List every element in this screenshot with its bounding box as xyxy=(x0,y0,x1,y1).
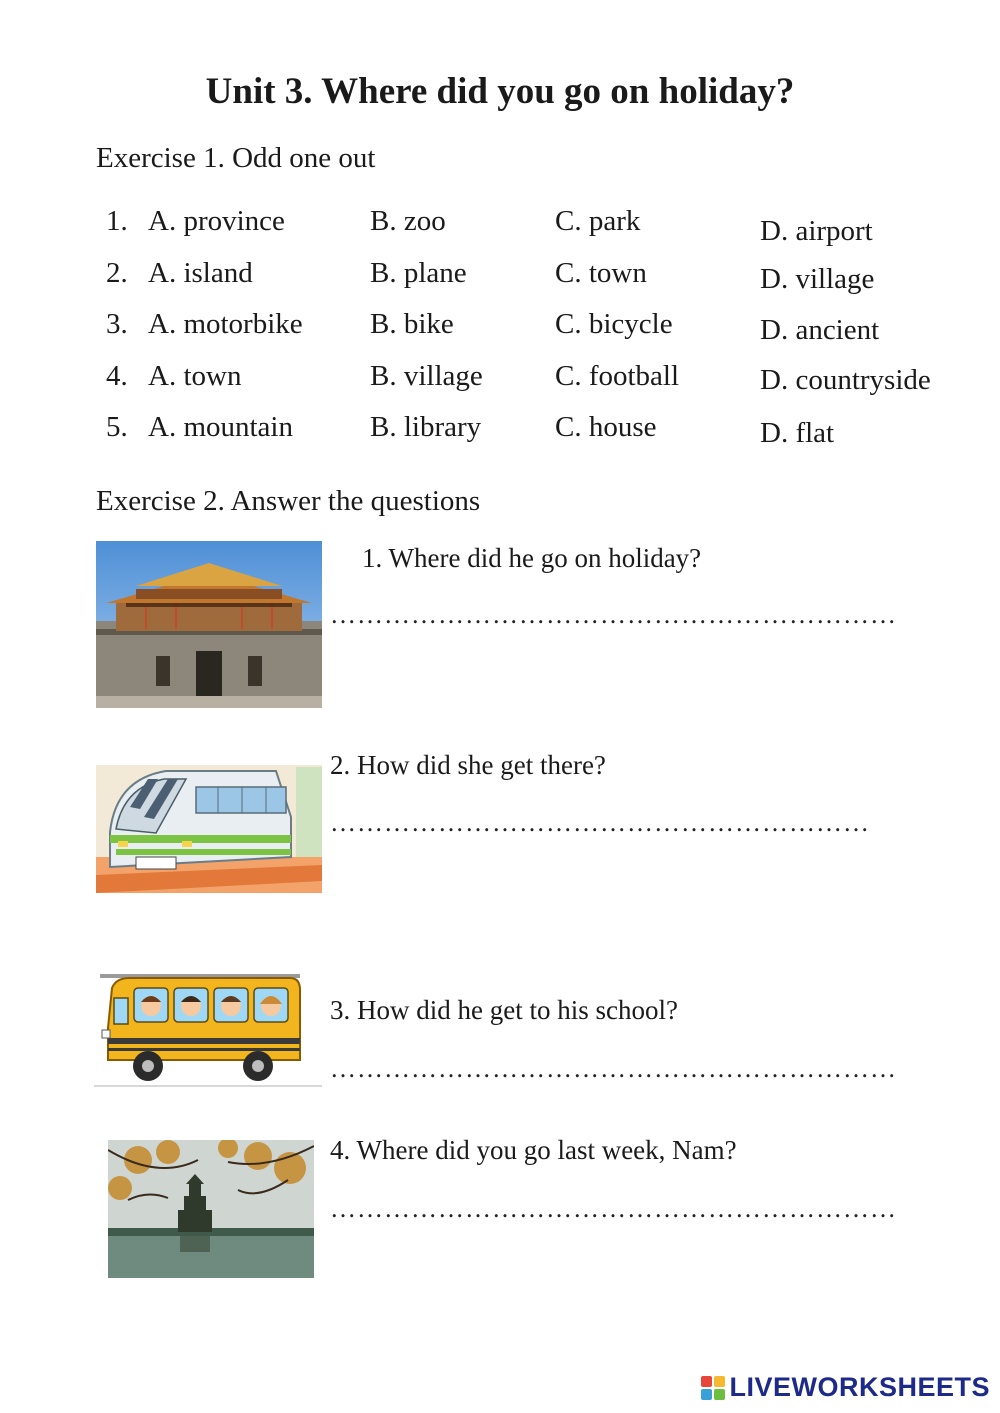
train-image xyxy=(96,757,322,893)
liveworksheets-logo xyxy=(701,1372,990,1403)
exercise-1-row-2 xyxy=(0,257,1000,301)
exercise-1-row-4 xyxy=(0,360,1000,404)
logo-text: LIVEWORKSHEETS xyxy=(729,1372,990,1402)
exercise-1-row-1 xyxy=(0,205,1000,249)
question-3-text: 3. How did he get to his school? xyxy=(330,995,678,1025)
worksheet-title: Unit 3. Where did you go on holiday? xyxy=(205,71,795,112)
exercise-1-heading: Exercise 1. Odd one out xyxy=(96,142,376,174)
option-d: D. airport xyxy=(760,215,873,247)
answer-line-1[interactable]: ……………………………………………………… xyxy=(330,600,897,629)
option-c: C. park xyxy=(555,205,641,237)
item-number: 5. xyxy=(106,411,128,443)
option-d: D. flat xyxy=(760,417,835,449)
exercise-1-row-3 xyxy=(0,308,1000,352)
answer-line-2[interactable]: …………………………………………………… xyxy=(330,808,870,837)
option-c: C. house xyxy=(555,411,657,443)
option-b: B. village xyxy=(370,360,483,392)
option-b: B. bike xyxy=(370,308,454,340)
option-d: D. countryside xyxy=(760,364,931,396)
option-a: A. island xyxy=(148,257,253,289)
logo-mark-icon xyxy=(701,1376,725,1400)
option-b: B. zoo xyxy=(370,205,446,237)
item-number: 2. xyxy=(106,257,128,289)
answer-line-3[interactable]: ……………………………………………………… xyxy=(330,1054,897,1083)
option-d: D. village xyxy=(760,263,875,295)
exercise-2-heading: Exercise 2. Answer the questions xyxy=(96,485,481,517)
answer-line-4[interactable]: ……………………………………………………… xyxy=(330,1194,897,1223)
question-4-text: 4. Where did you go last week, Nam? xyxy=(330,1135,737,1165)
school-bus-image xyxy=(90,968,322,1090)
exercise-1-row-5 xyxy=(0,411,1000,455)
item-number: 3. xyxy=(106,308,128,340)
option-b: B. plane xyxy=(370,257,467,289)
question-1-text: 1. Where did he go on holiday? xyxy=(362,543,702,573)
lake-tower-image xyxy=(108,1140,314,1278)
option-c: C. football xyxy=(555,360,680,392)
option-c: C. town xyxy=(555,257,647,289)
item-number: 1. xyxy=(106,205,128,237)
option-a: A. province xyxy=(148,205,285,237)
option-a: A. town xyxy=(148,360,242,392)
citadel-gate-image xyxy=(96,541,322,708)
question-2-text: 2. How did she get there? xyxy=(330,750,606,780)
item-number: 4. xyxy=(106,360,128,392)
option-b: B. library xyxy=(370,411,482,443)
option-d: D. ancient xyxy=(760,314,880,346)
option-c: C. bicycle xyxy=(555,308,673,340)
option-a: A. mountain xyxy=(148,411,293,443)
option-a: A. motorbike xyxy=(148,308,303,340)
